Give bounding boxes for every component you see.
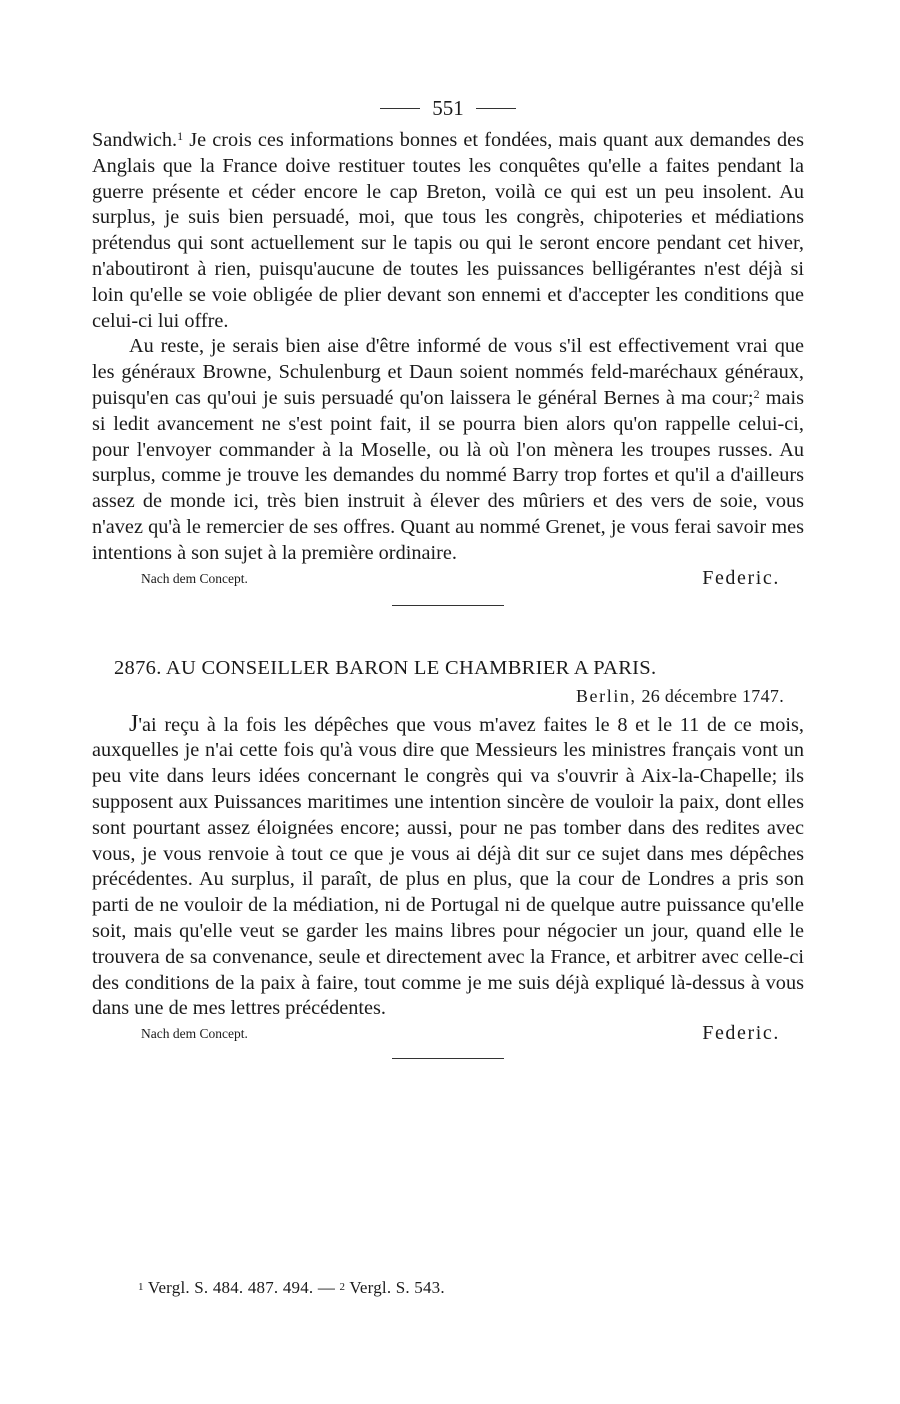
source-note-2: Nach dem Concept. [141,1026,248,1042]
letter-body [92,712,804,1023]
closing-row-1 [92,567,804,597]
continued-paragraph-1 [92,128,804,334]
footnote-2-text: Vergl. S. 543. [345,1278,445,1297]
footnotes [138,1278,445,1298]
footnote-2-number: 2 [339,1281,346,1293]
letter-date-text: 26 décembre 1747. [636,685,784,706]
section-divider-2 [392,1058,504,1059]
paragraph-2-text-a: Au reste, je serais bien aise d'être informé de vous s'il est effectivement vrai que les généraux Browne, Schulenburg et Daun soient nommés feld-maréchaux généraux, puisqu'en cas qu'oui je suis persuadé qu'on laissera le général Bernes à ma cour; [92,335,804,409]
footnote-1-text: Vergl. S. 484. 487. 494. — [143,1278,340,1297]
source-note: Nach dem Concept. [141,570,248,586]
footnote-ref-2: 2 [753,386,760,401]
page-number: 551 [432,95,464,120]
footnote-ref-1: 1 [177,129,184,143]
paragraph-1-text: Je crois ces informations bonnes et fondées, mais quant aux demandes des Anglais que la France doive restituer toutes les conquêtes qu'elle a faites pendant la guerre présente et céder encore le cap Breton, voilà ce qui est un peu insolent. Au surplus, je suis bien persuadé, moi, que tous les congrès, chipoteries et médiations prétendus qui sont actuellement sur le tapis ou qui le seront encore pendant cet hiver, n'aboutiront à rien, puisqu'aucune de toutes les puissances belligérantes n'est déjà si loin qu'elle se voie obligée de plier devant son ennemi et d'accepter les conditions que celui-ci lui offre. [92,129,804,332]
footnote-1-number: 1 [138,1281,144,1293]
letter-title: 2876. AU CONSEILLER BARON LE CHAMBRIER A PARIS. [114,656,657,679]
paragraph-1-lead: Sandwich. [92,129,178,151]
header-rule-right [476,108,516,109]
paragraph-2-text-b: mais si ledit avancement ne s'est point fait, il se pourra bien alors qu'on rappelle celui-ci, pour l'envoyer commander à la Moselle, ou là où l'on mènera les troupes russes. Au surplus, comme je trouve les demandes du nommé Barry trop fortes et qu'il a d'ailleurs assez de monde ici, très bien instruit à élever des mûriers et des vers de soie, vous n'avez qu'à le remercier de ses offres. Quant au nommé Grenet, je vous ferai savoir mes intentions à son sujet à la première ordinaire. [92,386,805,564]
page-header [92,88,804,128]
letter-date [92,684,804,708]
signature-2: Federic. [702,1022,780,1045]
section-divider [392,605,504,606]
letter-place: Berlin, [575,685,637,706]
signature: Federic. [702,566,780,589]
document-page [92,88,804,1059]
dropcap-letter: J [129,710,139,737]
header-rule-left [380,108,420,109]
letter-body-text: 'ai reçu à la fois les dépêches que vous m'avez faites le 8 et le 11 de ce mois, auxquelles je n'ai cette fois qu'à vous dire que Messieurs les ministres français vont un peu vite dans leurs idées concernant le congrès qui va s'ouvrir à Aix-la-Chapelle; ils supposent aux Puissances maritimes une intention sincère de vouloir la paix, dont elles sont pourtant assez éloignées encore; aussi, pour ne pas tomber dans des redites avec vous, je vous renvoie à tout ce que je vous ai déjà dit sur ce sujet dans mes dépêches précédentes. Au surplus, il paraît, de plus en plus, que la cour de Londres a pris son parti de ne vouloir de la médiation, ni de Portugal ni de quelque autre puissance qu'elle soit, mais qu'elle veut se garder les mains libres pour négocier un jour, quand elle le trouvera de sa convenance, seule et directement avec la France, et arbitrer avec celle-ci des conditions de la paix à faire, tout comme je me suis déjà expliqué là-dessus à vous dans une de mes lettres précédentes. [92,713,804,1020]
closing-row-2 [92,1022,804,1052]
continued-paragraph-2 [92,334,804,566]
